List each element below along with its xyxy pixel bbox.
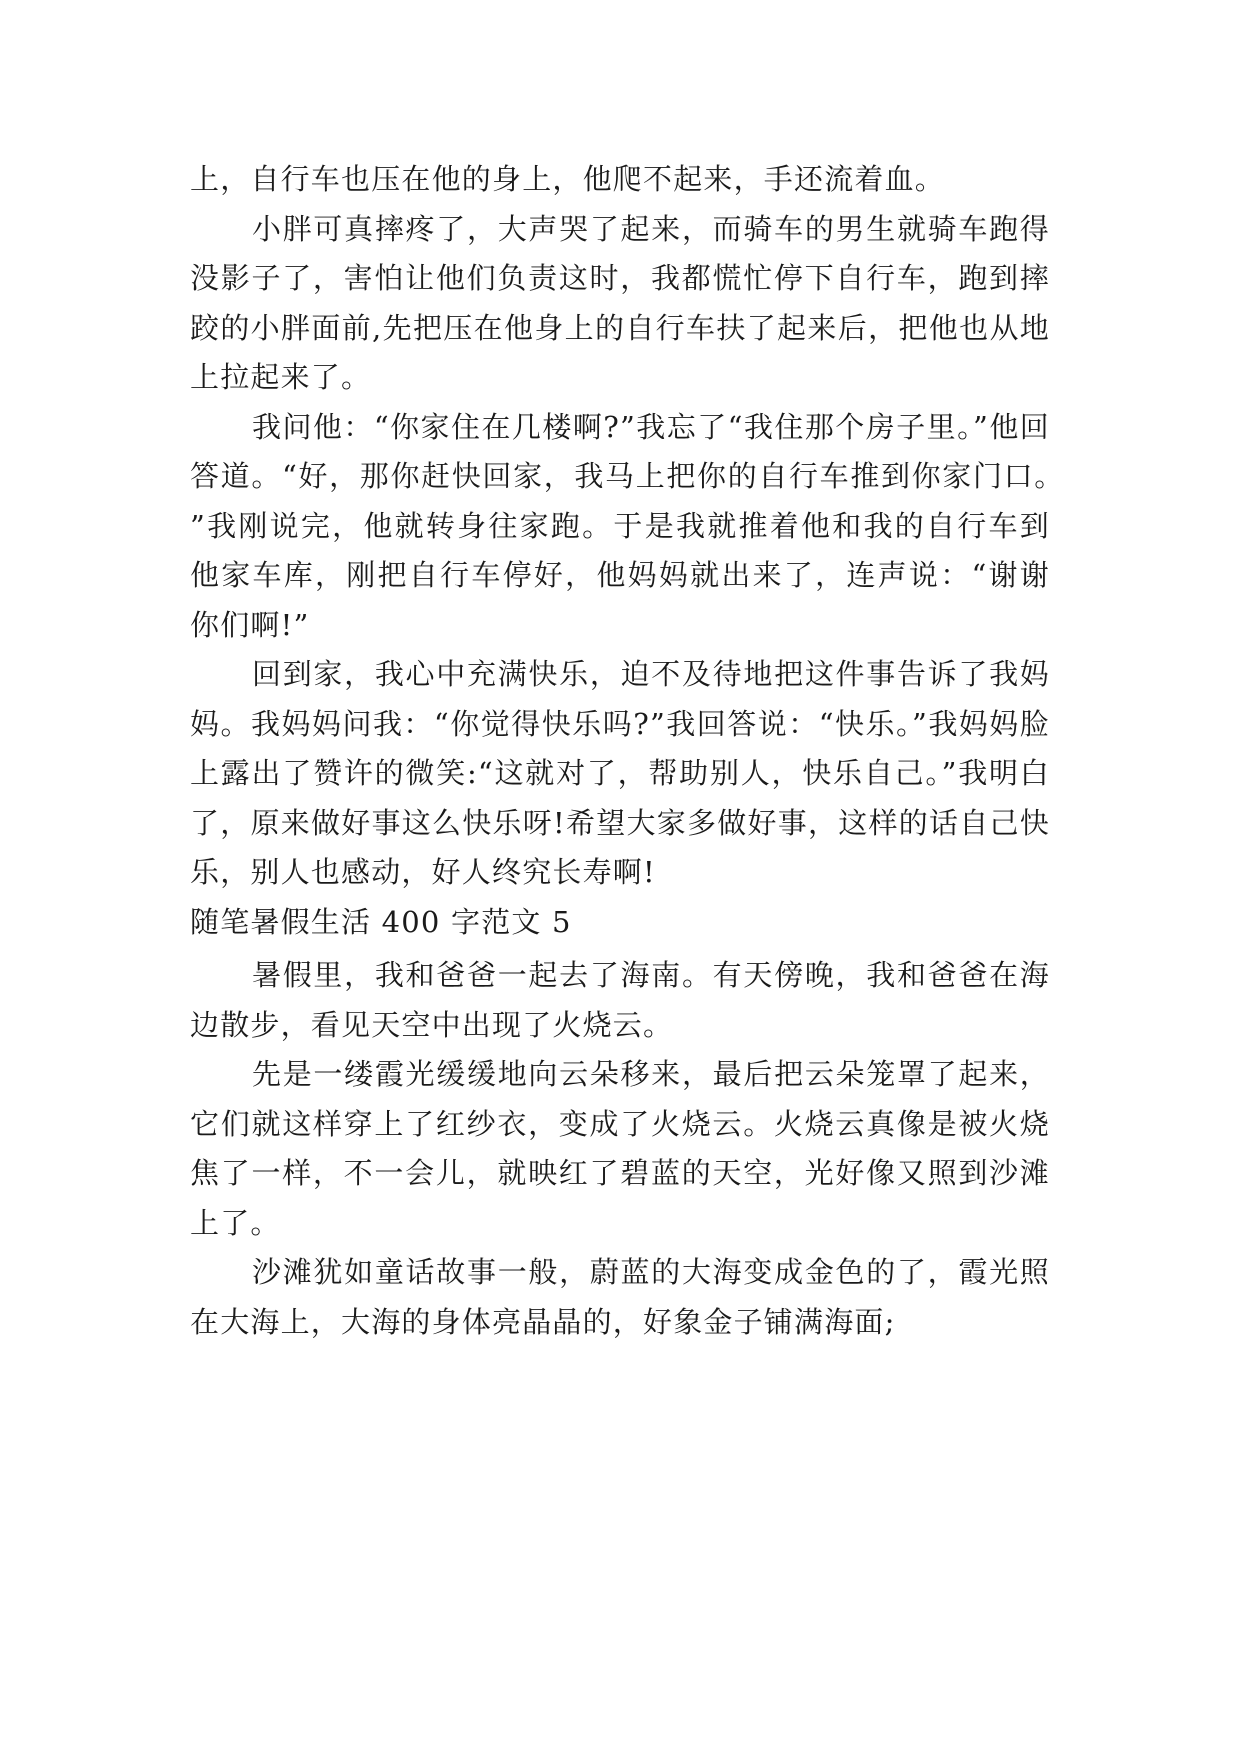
paragraph: 小胖可真摔疼了，大声哭了起来，而骑车的男生就骑车跑得没影子了，害怕让他们负责这时，我都慌忙停下自行车，跑到摔跤的小胖面前,先把压在他身上的自行车扶了起来后，把他也从地上拉起来了。	[190, 211, 1050, 394]
paragraph: 先是一缕霞光缓缓地向云朵移来，最后把云朵笼罩了起来，它们就这样穿上了红纱衣，变成了火烧云。火烧云真像是被火烧焦了一样，不一会儿，就映红了碧蓝的天空，光好像又照到沙滩上了。	[190, 1057, 1050, 1240]
paragraph: 我问他：“你家住在几楼啊?”我忘了“我住那个房子里。”他回答道。“好，那你赶快回家，我马上把你的自行车推到你家门口。”我刚说完，他就转身往家跑。于是我就推着他和我的自行车到他家车库，刚把自行车停好，他妈妈就出来了，连声说：“谢谢你们啊!”	[190, 409, 1050, 642]
paragraph: 沙滩犹如童话故事一般，蔚蓝的大海变成金色的了，霞光照在大海上，大海的身体亮晶晶的，好象金子铺满海面;	[190, 1255, 1050, 1339]
paragraph: 暑假里，我和爸爸一起去了海南。有天傍晚，我和爸爸在海边散步，看见天空中出现了火烧云。	[190, 958, 1050, 1042]
paragraph: 回到家，我心中充满快乐，迫不及待地把这件事告诉了我妈妈。我妈妈问我：“你觉得快乐吗?”我回答说：“快乐。”我妈妈脸上露出了赞许的微笑:“这就对了，帮助别人，快乐自己。”我明白了，原来做好事这么快乐呀!希望大家多做好事，这样的话自己快乐，别人也感动，好人终究长寿啊!	[190, 657, 1050, 889]
document-body	[190, 155, 1050, 1347]
paragraph-continuation: 上，自行车也压在他的身上，他爬不起来，手还流着血。	[190, 162, 946, 196]
section-heading: 随笔暑假生活 400 字范文 5	[190, 904, 572, 939]
